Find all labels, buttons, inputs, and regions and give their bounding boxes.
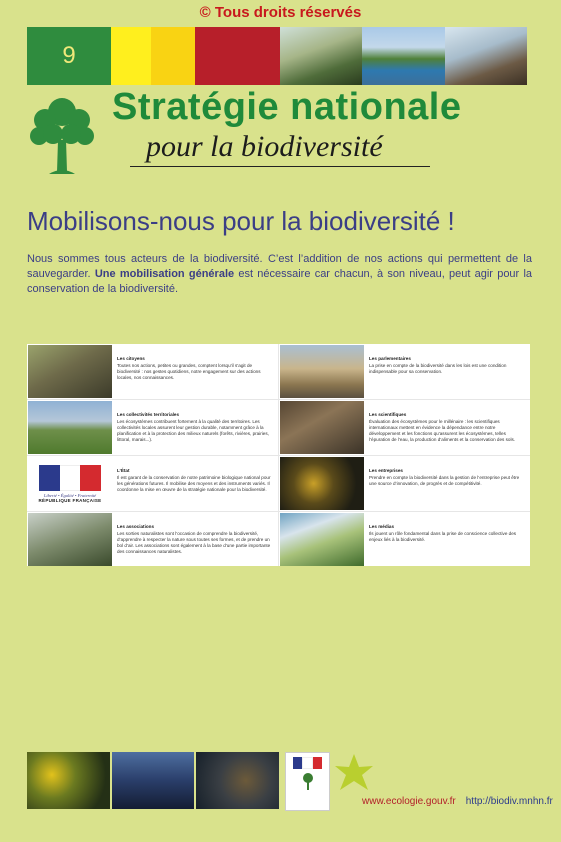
actor-associations [27, 512, 278, 567]
actor-text: Il est garant de la conservation de notre patrimoine biologique national pour les générations futures. Il mobilise des moyens et des instruments variés. Il coordonne la mise en œuvre de la stratégie nationale pour la biodiversité. [117, 475, 271, 492]
headline: Mobilisons-nous pour la biodiversité ! [27, 206, 455, 236]
republic-name: RÉPUBLIQUE FRANÇAISE [38, 497, 102, 503]
actor-title: Les entreprises [369, 468, 403, 473]
ministry-flag-icon [293, 757, 323, 769]
banner-red-block [195, 27, 280, 85]
actor-text: Ils jouent un rôle fondamental dans la prise de conscience collective des enjeux liés à la biodiversité. [369, 531, 517, 542]
actor-text: La prise en compte de la biodiversité dans les lois est une condition indispensable pour sa conservation. [369, 363, 507, 374]
title-underline [130, 166, 430, 167]
intro-bold: Une mobilisation générale [94, 268, 235, 280]
actor-parlementaires [279, 344, 530, 400]
actor-medias [279, 512, 530, 567]
ministry-logo [285, 752, 330, 811]
leaf-star-logo-icon [332, 752, 376, 794]
republique-francaise-logo [28, 457, 112, 510]
scientists-photo [280, 401, 364, 454]
tree-logo-icon [27, 90, 97, 180]
actor-etat [27, 456, 278, 512]
divers-photo [112, 752, 195, 809]
actor-text: Évaluation des écosystèmes pour le millénaire : les scientifiques internationaux mettent en évidence la dépendance entre notre développement et les fonctions qu’assurent les écosystèmes, telles l’épuration de l’eau, la production d’aliments et la conservation des sols. [369, 419, 516, 442]
actor-text: Toutes nos actions, petites ou grandes, comptent lorsqu’il s’agit de biodiversité : nos gestes quotidiens, notre engagement sur des actions locales, nos connaissances. [117, 363, 261, 380]
bird-photo [280, 27, 362, 85]
actor-citoyens [27, 344, 278, 400]
actor-title: Les médias [369, 524, 395, 529]
intro-paragraph [27, 252, 532, 297]
waterfall-photo [280, 513, 364, 566]
actor-title: Les parlementaires [369, 356, 411, 361]
actors-column-right [278, 344, 530, 566]
bottom-photo-strip [27, 752, 279, 809]
intro-text-2: est nécessaire car chacun, à son niveau, peut agir pour la conservation de la biodiversité. [27, 268, 533, 295]
fish-photo [196, 752, 279, 809]
actor-collectivites [27, 400, 278, 456]
actor-text: Prendre en compte la biodiversité dans la gestion de l’entreprise peut être une source d’innovation, de progrès et de compétitivité. [369, 475, 520, 486]
coast-photo [362, 27, 444, 85]
actors-column-left [27, 344, 278, 566]
intro-text-1: Nous sommes tous acteurs de la biodiversité. C’est l’addition de nos actions qui permettent de la sauvegarder. [27, 253, 532, 280]
banner-yellow-block-2 [151, 27, 195, 85]
flowers-photo [27, 752, 110, 809]
copyright-notice: © Tous droits réservés [199, 4, 362, 21]
bird-photo-2 [445, 27, 527, 85]
banner-yellow-block [111, 27, 151, 85]
top-banner [27, 27, 527, 85]
actor-entreprises [279, 456, 530, 512]
actor-title: Les citoyens [117, 356, 145, 361]
actor-scientifiques [279, 400, 530, 456]
republic-motto: Liberté • Égalité • Fraternité [43, 492, 97, 498]
actor-title: Les associations [117, 524, 155, 529]
mnhn-link[interactable]: http://biodiv.mnhn.fr [465, 796, 553, 807]
parliament-photo [280, 345, 364, 398]
french-flag-icon [39, 465, 101, 491]
citizens-photo [28, 345, 112, 398]
actors-grid [27, 344, 530, 566]
ecologie-link[interactable]: www.ecologie.gouv.fr [362, 796, 456, 807]
actor-title: L’État [117, 468, 130, 473]
panel-number: 9 [27, 27, 111, 85]
business-photo [280, 457, 364, 510]
page-title: Stratégie nationale [112, 86, 462, 128]
page-subtitle: pour la biodiversité [146, 130, 383, 163]
actor-text: Les écosystèmes contribuent fortement à la qualité des territoires. Les collectivités locales assurent leur gestion durable, notamment grâce à la planification et à la protection des milieux naturels (forêts, rivières, prairies, littoral, marais...). [117, 419, 269, 442]
landscape-photo [28, 401, 112, 454]
actor-title: Les scientifiques [369, 412, 407, 417]
actor-text: Les sorties naturalistes sont l’occasion de comprendre la biodiversité, d’apprendre à respecter la nature sous toutes ses formes, et de prendre un bol d’air. Les associations sont également à la base d’une partie importante des connaissances naturalistes. [117, 531, 271, 554]
actor-title: Les collectivités territoriales [117, 412, 180, 417]
website-links [362, 796, 553, 807]
nature-walk-photo [28, 513, 112, 566]
mnhn-tree-icon [300, 772, 316, 792]
